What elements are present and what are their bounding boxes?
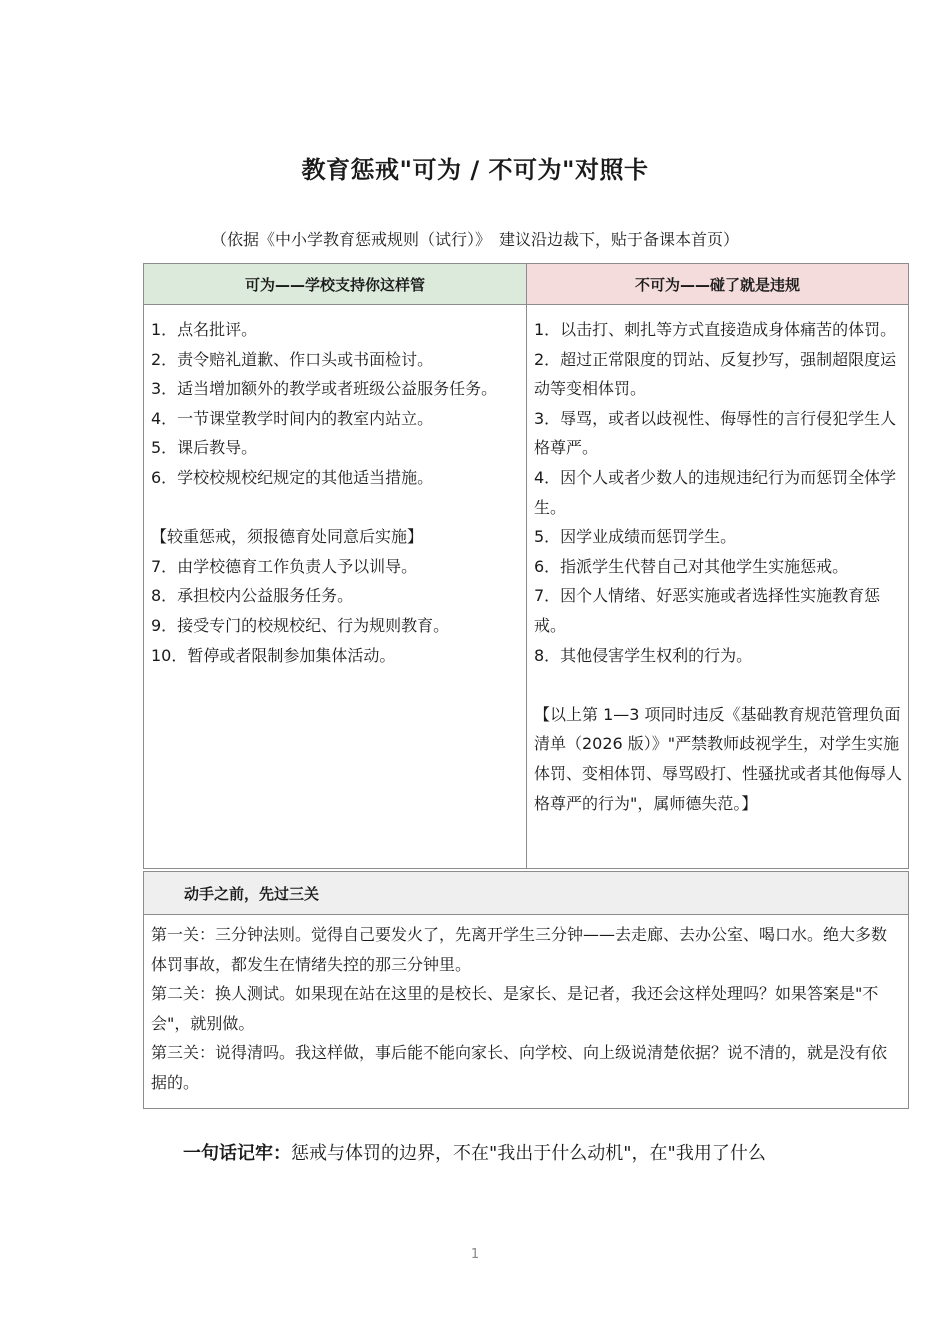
can-item: 10．暂停或者限制参加集体活动。 — [151, 645, 396, 665]
can-item: 9．接受专门的校规校纪、行为规则教育。 — [151, 615, 450, 635]
remember-line — [183, 1139, 766, 1165]
page-number: 1 — [470, 1247, 480, 1262]
can-item: 4．一节课堂教学时间内的教室内站立。 — [151, 408, 434, 428]
cannot-item: 4．因个人或者少数人的违规违纪行为而惩罚全体学生。 — [534, 467, 897, 517]
remember-label: 一句话记牢： — [183, 1143, 291, 1164]
spacer — [534, 670, 902, 700]
page-title: 教育惩戒"可为 / 不可为"对照卡 — [301, 156, 649, 184]
cannot-item: 7．因个人情绪、好恶实施或者选择性实施教育惩戒。 — [534, 586, 881, 635]
checks-list — [144, 915, 909, 1109]
cannot-item: 3．辱骂，或者以歧视性、侮辱性的言行侵犯学生人格尊严。 — [534, 408, 897, 458]
page-subtitle: （依据《中小学教育惩戒规则（试行）》 建议沿边裁下，贴于备课本首页） — [210, 230, 739, 249]
can-item: 8．承担校内公益服务任务。 — [151, 586, 354, 606]
can-item: 3．适当增加额外的教学或者班级公益服务任务。 — [151, 379, 498, 399]
checks-header: 动手之前，先过三关 — [144, 872, 909, 915]
cannot-column-header: 不可为——碰了就是违规 — [527, 264, 909, 305]
remember-text: 惩戒与体罚的边界，不在"我出于什么动机"，在"我用了什么 — [291, 1143, 766, 1164]
can-column-header: 可为——学校支持你这样管 — [144, 264, 527, 305]
cannot-item: 2．超过正常限度的罚站、反复抄写，强制超限度运动等变相体罚。 — [534, 349, 897, 399]
cannot-note: 【以上第 1—3 项同时违反《基础教育规范管理负面清单（2026 版）》"严禁教师歧视学生，对学生实施体罚、变相体罚、辱骂殴打、性骚扰或者其他侮辱人格尊严的行为"，属师德失范。】 — [534, 704, 903, 813]
compare-table-body-row — [144, 305, 909, 869]
cannot-item: 5．因学业成绩而惩罚学生。 — [534, 527, 737, 547]
checks-table — [143, 871, 909, 1109]
checks-header-row — [144, 872, 909, 915]
can-item: 5．课后教导。 — [151, 438, 258, 458]
cannot-list — [527, 305, 909, 869]
can-item: 7．由学校德育工作负责人予以训导。 — [151, 556, 418, 576]
can-item: 2．责令赔礼道歉、作口头或书面检讨。 — [151, 349, 434, 369]
check-item: 第三关：说得清吗。我这样做，事后能不能向家长、向学校、向上级说清楚依据？说不清的，就是没有依据的。 — [151, 1043, 888, 1092]
check-item: 第一关：三分钟法则。觉得自己要发火了，先离开学生三分钟——去走廊、去办公室、喝口水。绝大多数体罚事故，都发生在情绪失控的那三分钟里。 — [151, 925, 888, 974]
compare-table-header-row — [144, 264, 909, 305]
cannot-item: 6．指派学生代替自己对其他学生实施惩戒。 — [534, 556, 849, 576]
check-item: 第二关：换人测试。如果现在站在这里的是校长、是家长、是记者，我还会这样处理吗？如果答案是"不会"，就别做。 — [151, 984, 879, 1033]
can-item: 6．学校校规校纪规定的其他适当措施。 — [151, 467, 434, 487]
can-item: 1．点名批评。 — [151, 320, 258, 339]
cannot-item: 1．以击打、刺扎等方式直接造成身体痛苦的体罚。 — [534, 320, 897, 339]
can-list — [144, 305, 527, 869]
compare-table — [143, 263, 909, 869]
checks-body-row — [144, 915, 909, 1109]
cannot-item: 8．其他侵害学生权利的行为。 — [534, 645, 753, 665]
severe-punishment-heading: 【较重惩戒，须报德育处同意后实施】 — [151, 527, 424, 547]
spacer — [151, 493, 520, 523]
